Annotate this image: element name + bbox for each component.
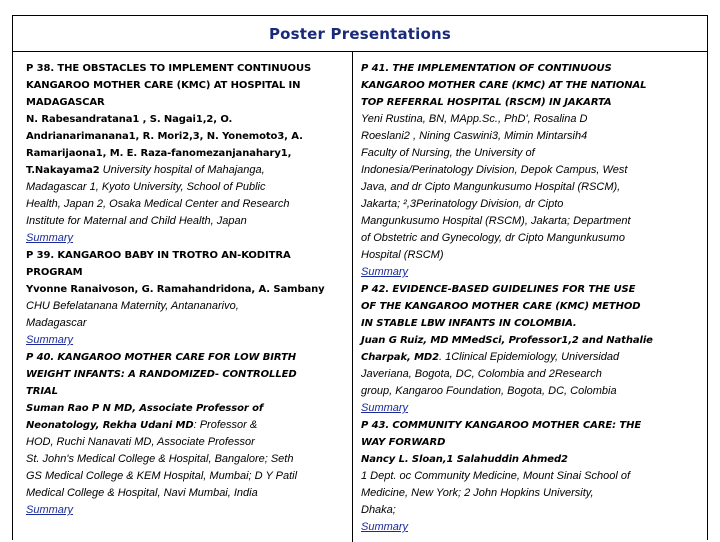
entry-affiliation-line: Hospital (RSCM) [361, 249, 444, 261]
entry-affiliation-start: : Professor & [193, 419, 258, 431]
entry-affiliation-line: of Obstetric and Gynecology, dr Cipto Mangunkusumo [361, 232, 625, 244]
entry-title-line: KANGAROO MOTHER CARE (KMC) AT HOSPITAL IN [26, 80, 301, 91]
entry-affiliation-line: St. John's Medical College & Hospital, Bangalore; Seth [26, 453, 294, 465]
entry-affiliation-line: CHU Befelatanana Maternity, Antananarivo, [26, 300, 239, 312]
entry-title-line: P 42. EVIDENCE-BASED GUIDELINES FOR THE USE [361, 284, 636, 295]
entry-authors-line: Yvonne Ranaivoson, G. Ramahandridona, A. Sambany [26, 284, 325, 295]
entry-affiliation-line: Dhaka; [361, 504, 396, 516]
entry-affiliation-line: group, Kangaroo Foundation, Bogota, DC, Colombia [361, 385, 617, 397]
entry-affiliation-line: 1 Dept. oc Community Medicine, Mount Sinai School of [361, 470, 631, 482]
poster-table [12, 15, 708, 540]
summary-link-p42[interactable]: Summary [361, 402, 409, 414]
entry-authors-line: Andrianarimanana1, R. Mori2,3, N. Yonemoto3, A. [26, 131, 303, 142]
entry-affiliation-line: Health, Japan 2, Osaka Medical Center and Research [26, 198, 290, 210]
poster-entry-p39 [26, 247, 346, 349]
entry-authors-affil-line [26, 162, 346, 179]
entry-title-line: P 38. THE OBSTACLES TO IMPLEMENT CONTINUOUS [26, 63, 312, 74]
entry-title-line: WAY FORWARD [361, 437, 446, 448]
summary-link-p38[interactable]: Summary [26, 232, 74, 244]
column-divider [352, 52, 353, 542]
entry-affiliation-line: GS Medical College & KEM Hospital, Mumbai; D Y Patil [26, 470, 298, 482]
entry-authors-affil-line [361, 349, 701, 366]
entry-authors-line: Ramarijaona1, M. E. Raza-fanomezanjanahary1, [26, 148, 292, 159]
poster-entry-p42 [361, 281, 701, 417]
entry-authors-line: Juan G Ruiz, MD MMedSci, Professor1,2 and Nathalie [361, 335, 653, 346]
entry-affiliation-line: Roeslani2 , Nining Caswini3, Mimin Mintarsih4 [361, 130, 588, 142]
entry-title-line: P 41. THE IMPLEMENTATION OF CONTINUOUS [361, 63, 612, 74]
entry-affiliation-line: Jakarta; ²,3Perinatology Division, dr Cipto [361, 198, 564, 210]
entry-title-line: KANGAROO MOTHER CARE (KMC) AT THE NATIONAL [361, 80, 647, 91]
entry-affiliation-line: Indonesia/Perinatology Division, Depok Campus, West [361, 164, 628, 176]
entry-title-line: MADAGASCAR [26, 97, 105, 108]
entry-affiliation-line: Java, and dr Cipto Mangunkusumo Hospital (RSCM), [361, 181, 621, 193]
entry-affiliation-line: Yeni Rustina, BN, MApp.Sc., PhD', Rosalina D [361, 113, 588, 125]
entry-title-line: OF THE KANGAROO MOTHER CARE (KMC) METHOD [361, 301, 641, 312]
entry-authors-line: Nancy L. Sloan,1 Salahuddin Ahmed2 [361, 454, 568, 465]
entry-affiliation-line: Madagascar [26, 317, 87, 329]
entry-affiliation-line: Mangunkusumo Hospital (RSCM), Jakarta; Department [361, 215, 631, 227]
right-column [361, 60, 701, 536]
entry-authors-line: N. Rabesandratana1 , S. Nagai1,2, O. [26, 114, 233, 125]
entry-authors-tail: T.Nakayama2 [26, 165, 100, 176]
poster-entry-p43 [361, 417, 701, 536]
entry-title-line: TOP REFERRAL HOSPITAL (RSCM) IN JAKARTA [361, 97, 612, 108]
entry-affiliation-line: Medicine, New York; 2 John Hopkins University, [361, 487, 594, 499]
entry-authors-tail: Neonatology, Rekha Udani MD [26, 420, 194, 431]
entry-title-line: WEIGHT INFANTS: A RANDOMIZED- CONTROLLED [26, 369, 297, 380]
entry-title-line: P 40. KANGAROO MOTHER CARE FOR LOW BIRTH [26, 352, 297, 363]
entry-title-line: IN STABLE LBW INFANTS IN COLOMBIA. [361, 318, 577, 329]
entry-title-line: P 43. COMMUNITY KANGAROO MOTHER CARE: THE [361, 420, 642, 431]
poster-entry-p40 [26, 349, 346, 519]
entry-title-line: PROGRAM [26, 267, 83, 278]
poster-entry-p38 [26, 60, 346, 247]
entry-affiliation-line: Medical College & Hospital, Navi Mumbai, India [26, 487, 258, 499]
entry-affiliation-start: University hospital of Mahajanga, [99, 164, 265, 176]
entry-title-line: TRIAL [26, 386, 58, 397]
entry-title-line: P 39. KANGAROO BABY IN TROTRO AN-KODITRA [26, 250, 291, 261]
entry-affiliation-line: Faculty of Nursing, the University of [361, 147, 535, 159]
entry-affiliation-line: Javeriana, Bogota, DC, Colombia and 2Research [361, 368, 602, 380]
summary-link-p40[interactable]: Summary [26, 504, 74, 516]
entry-affiliation-line: Institute for Maternal and Child Health, Japan [26, 215, 247, 227]
poster-entry-p41 [361, 60, 701, 281]
left-column [26, 60, 346, 519]
entry-authors-affil-line [26, 417, 346, 434]
entry-affiliation-start: . 1Clinical Epidemiology, Universidad [439, 351, 620, 363]
entry-affiliation-line: Madagascar 1, Kyoto University, School of Public [26, 181, 266, 193]
entry-affiliation-line: HOD, Ruchi Nanavati MD, Associate Professor [26, 436, 255, 448]
summary-link-p43[interactable]: Summary [361, 521, 409, 533]
page-title: Poster Presentations [268, 24, 452, 43]
entry-authors-line: Suman Rao P N MD, Associate Professor of [26, 403, 264, 414]
table-header [13, 16, 707, 52]
summary-link-p39[interactable]: Summary [26, 334, 74, 346]
entry-authors-tail: Charpak, MD2 [361, 352, 439, 363]
summary-link-p41[interactable]: Summary [361, 266, 409, 278]
